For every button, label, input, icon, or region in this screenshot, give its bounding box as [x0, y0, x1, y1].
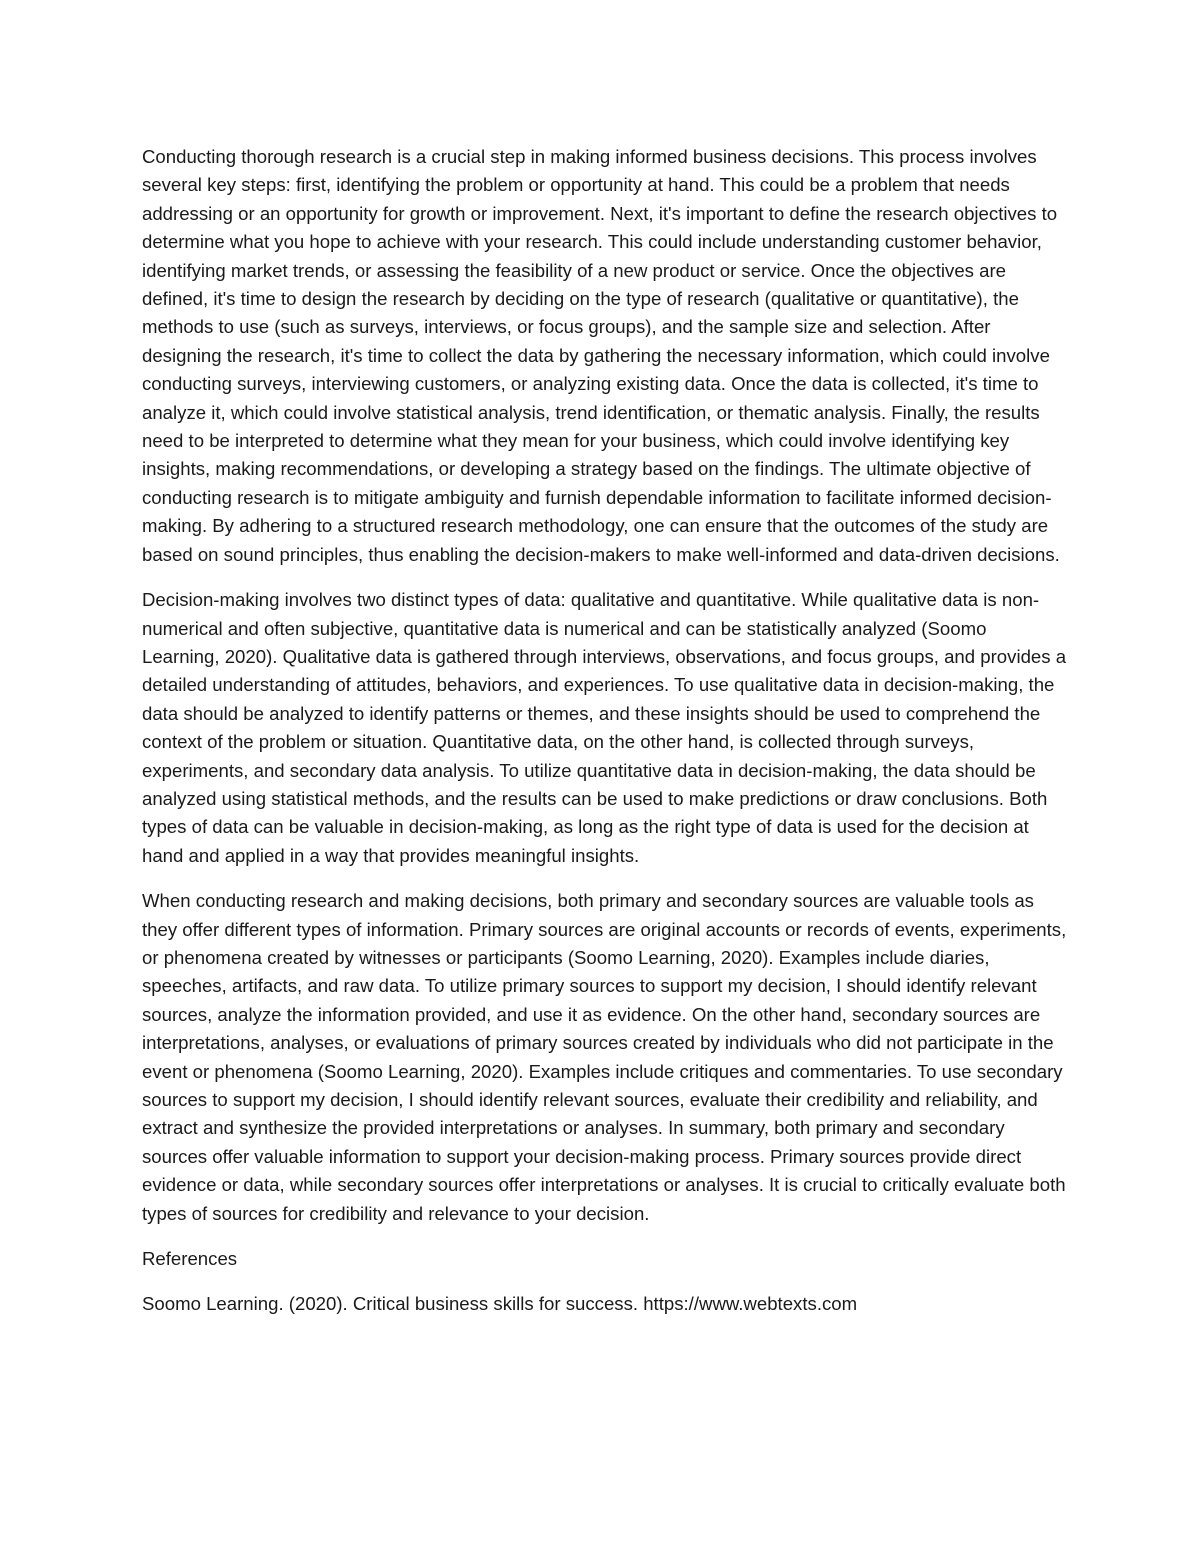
body-paragraph-1: Conducting thorough research is a crucial step in making informed business decisions. This process involves several key steps: first, identifying the problem or opportunity at hand. This could be a problem that needs addressing or an opportunity for growth or improvement. Next, it's important to define the research objectives to determine what you hope to achieve with your research. This could include understanding customer behavior, identifying market trends, or assessing the feasibility of a new product or service. Once the objectives are defined, it's time to design the research by deciding on the type of research (qualitative or quantitative), the methods to use (such as surveys, interviews, or focus groups), and the sample size and selection. After designing the research, it's time to collect the data by gathering the necessary information, which could involve conducting surveys, interviewing customers, or analyzing existing data. Once the data is collected, it's time to analyze it, which could involve statistical analysis, trend identification, or thematic analysis. Finally, the results need to be interpreted to determine what they mean for your business, which could involve identifying key insights, making recommendations, or developing a strategy based on the findings. The ultimate objective of conducting research is to mitigate ambiguity and furnish dependable information to facilitate informed decision-making. By adhering to a structured research methodology, one can ensure that the outcomes of the study are based on sound principles, thus enabling the decision-makers to make well-informed and data-driven decisions.	[142, 146, 1060, 565]
body-paragraph-3: When conducting research and making decisions, both primary and secondary sources are valuable tools as they offer different types of information. Primary sources are original accounts or records of events, experiments, or phenomena created by witnesses or participants (Soomo Learning, 2020). Examples include diaries, speeches, artifacts, and raw data. To utilize primary sources to support my decision, I should identify relevant sources, analyze the information provided, and use it as evidence. On the other hand, secondary sources are interpretations, analyses, or evaluations of primary sources created by individuals who did not participate in the event or phenomena (Soomo Learning, 2020). Examples include critiques and commentaries. To use secondary sources to support my decision, I should identify relevant sources, evaluate their credibility and reliability, and extract and synthesize the provided interpretations or analyses. In summary, both primary and secondary sources offer valuable information to support your decision-making process. Primary sources provide direct evidence or data, while secondary sources offer interpretations or analyses. It is crucial to critically evaluate both types of sources for credibility and relevance to your decision.	[142, 890, 1067, 1224]
body-paragraph-2: Decision-making involves two distinct types of data: qualitative and quantitative. While qualitative data is non-numerical and often subjective, quantitative data is numerical and can be statistically analyzed (Soomo Learning, 2020). Qualitative data is gathered through interviews, observations, and focus groups, and provides a detailed understanding of attitudes, behaviors, and experiences. To use qualitative data in decision-making, the data should be analyzed to identify patterns or themes, and these insights should be used to comprehend the context of the problem or situation. Quantitative data, on the other hand, is collected through surveys, experiments, and secondary data analysis. To utilize quantitative data in decision-making, the data should be analyzed using statistical methods, and the results can be used to make predictions or draw conclusions. Both types of data can be valuable in decision-making, as long as the right type of data is used for the decision at hand and applied in a way that provides meaningful insights.	[142, 589, 1067, 866]
references-heading: References	[142, 1248, 238, 1270]
reference-entry: Soomo Learning. (2020). Critical business skills for success. https://www.webtexts.com	[142, 1293, 858, 1315]
document-body	[142, 143, 1067, 1336]
